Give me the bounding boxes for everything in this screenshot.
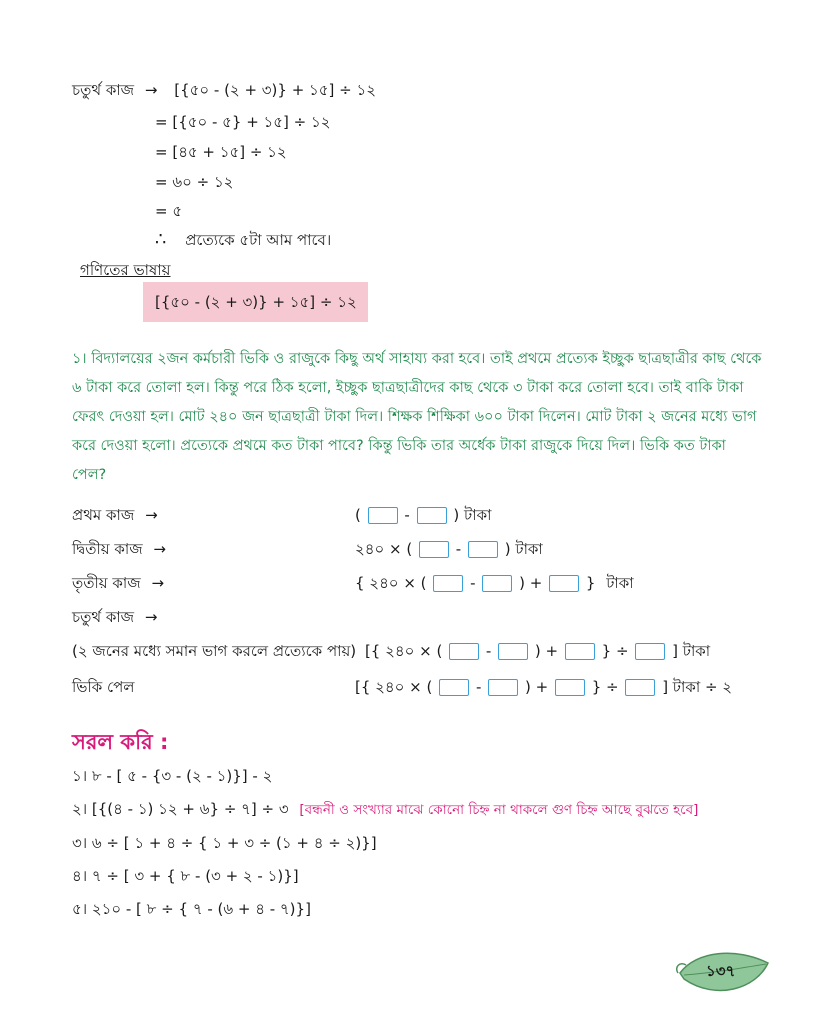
answer-box[interactable] [419,541,449,558]
first-step-expression [355,505,491,525]
third-step-label-row [72,573,164,593]
plus-sign: + [529,574,543,592]
multiplier-text: [{ ২৪০ × [355,678,422,696]
answer-box[interactable] [555,679,585,696]
multiplier-text: { ২৪০ × [355,574,416,592]
open-paren: ( [420,574,427,592]
answer-box[interactable] [417,507,447,524]
simplify-note: [বন্ধনী ও সংখ্যার মাঝে কোনো চিহ্ন না থাকলে গুণ চিহ্ন আছে বুঝতে হবে] [299,802,699,818]
fourth-step-label-row [72,607,157,627]
step4-line-2: = [{৫০ - ৫} + ১৫] ÷ ১২ [155,113,331,131]
therefore-icon: ∴ [155,229,167,250]
minus-sign: - [485,642,492,660]
answer-box[interactable] [549,575,579,592]
close-brace: } [601,642,612,660]
divide-sign: ÷ [606,678,619,696]
multiplier-text: [{ ২৪০ × [364,642,432,660]
problem-paragraph: ১। বিদ্যালয়ের ২জন কর্মচারী ভিকি ও রাজুকে কিছু অর্থ সাহায্য করা হবে। তাই প্রথমে প্রত্যেক ইচ্ছুক ছাত্রছাত্রীর কাছ থেকে ৬ টাকা করে তোলা হল। কিন্তু পরে ঠিক হলো, ইচ্ছুক ছাত্রছাত্রীদের কাছ থেকে ৩ টাকা করে তোলা হবে। তাই বাকি টাকা ফেরৎ দেওয়া হল। মোট ২৪০ জন ছাত্রছাত্রী টাকা দিল। শিক্ষক শিক্ষিকা ৬০০ টাকা দিলেন। মোট টাকা ২ জনের মধ্যে ভাগ করে দেওয়া হলো। প্রত্যেকে প্রথমে কত টাকা পাবে? কিন্তু ভিকি তার অর্ধেক টাকা রাজুকে দিয়ে দিল। ভিকি কত টাকা পেল? [72,351,762,483]
simplify-item-2: ২। [{(৪ - ১) ১২ + ৬} ÷ ৭] ÷ ৩ [72,800,289,818]
step4-line-4: = ৬০ ÷ ১২ [155,173,234,191]
close-brace: } [585,574,596,592]
simplify-item-5: ৫। ২১০ - [ ৮ ÷ { ৭ - (৬ + ৪ - ৭)}] [72,900,311,918]
answer-box[interactable] [488,679,518,696]
fourth-step-label: চতুর্থ কাজ [72,608,135,626]
fourth-step-explanation: (২ জনের মধ্যে সমান ভাগ করলে প্রত্যেকে পায়) [72,642,357,660]
taka-unit: টাকা [606,574,634,592]
simplify-title: সরল করি : [72,730,169,754]
step4-line-5: = ৫ [155,202,183,220]
page-number: ১৩৭ [706,962,736,980]
answer-box[interactable] [468,541,498,558]
close-paren: ) [504,540,511,558]
answer-box[interactable] [368,507,398,524]
taka-unit: টাকা [515,540,543,558]
step4-label: চতুর্থ কাজ [72,81,135,99]
answer-box[interactable] [635,643,665,660]
minus-sign: - [470,574,476,592]
simplify-item-1: ১। ৮ - [ ৫ - {৩ - (২ - ১)}] - ২ [72,767,273,785]
plus-sign: + [535,678,549,696]
arrow-icon: → [151,574,165,592]
arrow-icon: → [153,540,166,558]
vicky-label: ভিকি পেল [72,678,135,696]
math-language-expression: [{৫০ - (২ + ৩)} + ১৫] ÷ ১২ [155,293,357,311]
first-step-label-row [72,505,158,525]
conclusion-text: প্রত্যেকে ৫টা আম পাবে। [185,231,332,249]
simplify-item-4: ৪। ৭ ÷ [ ৩ + { ৮ - (৩ + ২ - ১)}] [72,867,299,885]
minus-sign: - [455,540,462,558]
answer-box[interactable] [498,643,528,660]
second-step-expression [355,539,543,559]
taka-unit: টাকা [682,642,711,660]
open-paren: ( [426,678,433,696]
divide-sign: ÷ [616,642,629,660]
second-step-label: দ্বিতীয় কাজ [72,540,143,558]
close-brace: } [591,678,602,696]
second-step-label-row [72,539,166,559]
answer-box[interactable] [625,679,655,696]
first-step-label: প্রথম কাজ [72,506,135,524]
step4-expression: [{৫০ - (২ + ৩)} + ১৫] ÷ ১২ [174,81,376,99]
answer-box[interactable] [482,575,512,592]
taka-unit: টাকা [464,506,492,524]
arrow-icon: → [144,608,158,626]
close-paren: ) [534,642,541,660]
answer-box[interactable] [433,575,463,592]
answer-box[interactable] [439,679,469,696]
minus-sign: - [404,506,410,524]
close-paren: ) [453,506,460,524]
open-paren: ( [406,540,413,558]
page-number-leaf [676,945,772,1001]
answer-box[interactable] [449,643,479,660]
close-paren: ) [524,678,531,696]
vicky-expression [355,677,732,697]
multiplier-text: ২৪০ × [355,540,402,558]
answer-box[interactable] [565,643,595,660]
third-step-expression [355,573,634,593]
close-paren: ) [519,574,525,592]
minus-sign: - [475,678,482,696]
simplify-item-2-row [72,799,698,820]
math-language-heading: গণিতের ভাষায় [80,261,171,279]
step4-row [72,80,376,100]
fourth-step-row [72,641,710,661]
vicky-suffix: ] টাকা ÷ ২ [662,678,733,696]
open-paren: ( [436,642,443,660]
step4-line-3: = [৪৫ + ১৫] ÷ ১২ [155,143,287,161]
open-paren: ( [355,506,361,524]
simplify-item-3: ৩। ৬ ÷ [ ১ + ৪ ÷ { ১ + ৩ ÷ (১ + ৪ ÷ ২)}] [72,834,377,852]
arrow-icon: → [145,506,158,524]
arrow-icon: → [144,81,158,99]
third-step-label: তৃতীয় কাজ [72,574,141,592]
plus-sign: + [545,642,559,660]
conclusion-row [155,230,331,250]
close-bracket: ] [672,642,678,660]
